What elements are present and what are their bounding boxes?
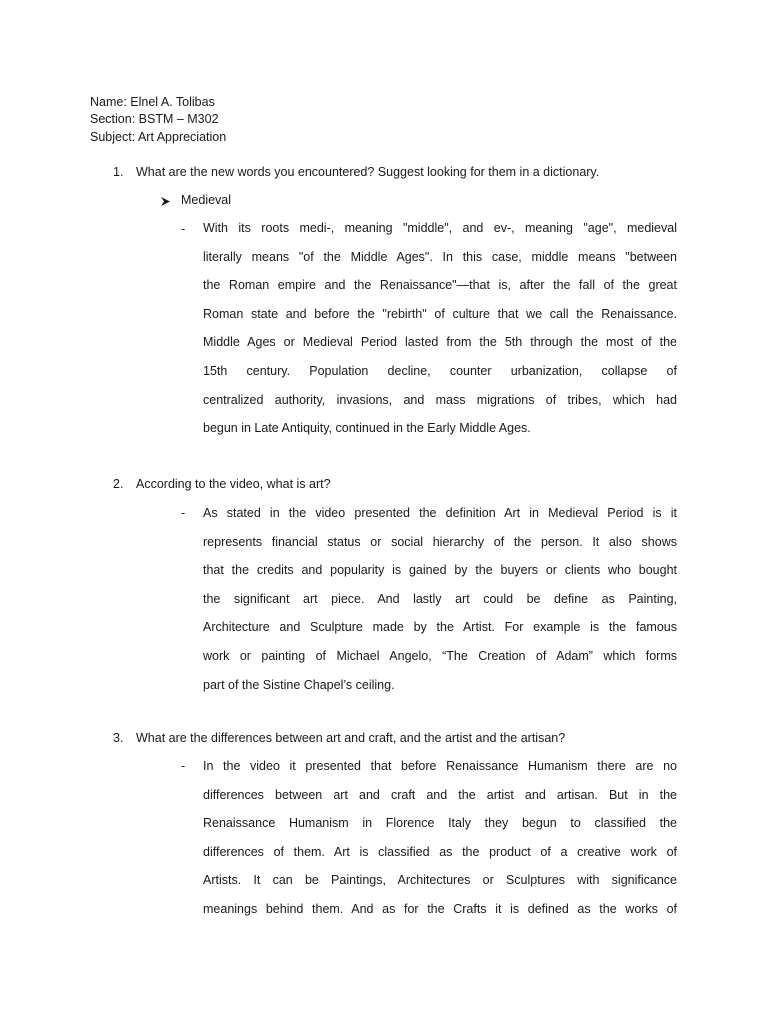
answer-1-line: begun in Late Antiquity, continued in the Early Middle Ages.	[203, 421, 531, 436]
answer-1-line: literally means "of the Middle Ages". In this case, middle means "between	[203, 249, 677, 264]
question-2-text: According to the video, what is art?	[136, 477, 331, 491]
term-medieval: Medieval	[181, 193, 232, 207]
answer-1-line: 15th century. Population decline, counter urbanization, collapse of	[203, 363, 677, 378]
answer-1-line: centralized authority, invasions, and mass migrations of tribes, which had	[203, 392, 677, 407]
answer-3-line: Renaissance Humanism in Florence Italy they begun to classified the	[203, 816, 677, 831]
answer-3-dash: -	[181, 759, 186, 773]
question-1-text: What are the new words you encountered? Suggest looking for them in a dictionary.	[136, 165, 600, 179]
answer-2-paragraph	[203, 499, 677, 699]
question-3-number: 3.	[113, 731, 124, 745]
question-2-number: 2.	[113, 477, 124, 491]
subject: Subject: Art Appreciation	[90, 130, 227, 144]
student-section: Section: BSTM – M302	[90, 112, 219, 126]
answer-1-line: Roman state and before the "rebirth" of culture that we call the Renaissance.	[203, 306, 677, 321]
answer-2-line: As stated in the video presented the definition Art in Medieval Period is it	[203, 506, 677, 520]
answer-2-line: that the credits and popularity is gained by the buyers or clients who bought	[203, 563, 677, 578]
answer-3-line: meanings behind them. And as for the Crafts it is defined as the works of	[203, 901, 677, 916]
answer-2-line: represents financial status or social hierarchy of the person. It also shows	[203, 534, 677, 549]
answer-2-line: work or painting of Michael Angelo, “The Creation of Adam” which forms	[203, 648, 677, 663]
question-1-number: 1.	[113, 165, 124, 179]
answer-1-paragraph	[203, 214, 677, 443]
answer-3-line: differences of them. Art is classified as the product of a creative work of	[203, 844, 677, 859]
answer-3-line: Artists. It can be Paintings, Architectures or Sculptures with significance	[203, 873, 677, 888]
answer-1-line: Middle Ages or Medieval Period lasted from the 5th through the most of the	[203, 335, 677, 350]
answer-2-line: Architecture and Sculpture made by the Artist. For example is the famous	[203, 620, 677, 635]
answer-1-line: the Roman empire and the Renaissance"—that is, after the fall of the great	[203, 278, 677, 293]
answer-2-dash: -	[181, 506, 186, 520]
answer-2-line: part of the Sistine Chapel’s ceiling.	[203, 677, 395, 692]
answer-3-line: In the video it presented that before Renaissance Humanism there are no	[203, 759, 677, 773]
answer-2-line: the significant art piece. And lastly art could be define as Painting,	[203, 591, 677, 606]
answer-3-paragraph	[203, 752, 677, 924]
answer-1-line: With its roots medi-, meaning "middle", and ev-, meaning "age", medieval	[203, 221, 677, 235]
answer-1-dash: -	[181, 222, 186, 236]
student-name: Name: Elnel A. Tolibas	[90, 95, 215, 109]
question-3-text: What are the differences between art and craft, and the artist and the artisan?	[136, 731, 566, 745]
answer-3-line: differences between art and craft and the artist and artisan. But in the	[203, 787, 677, 802]
arrow-bullet-icon	[160, 193, 171, 210]
